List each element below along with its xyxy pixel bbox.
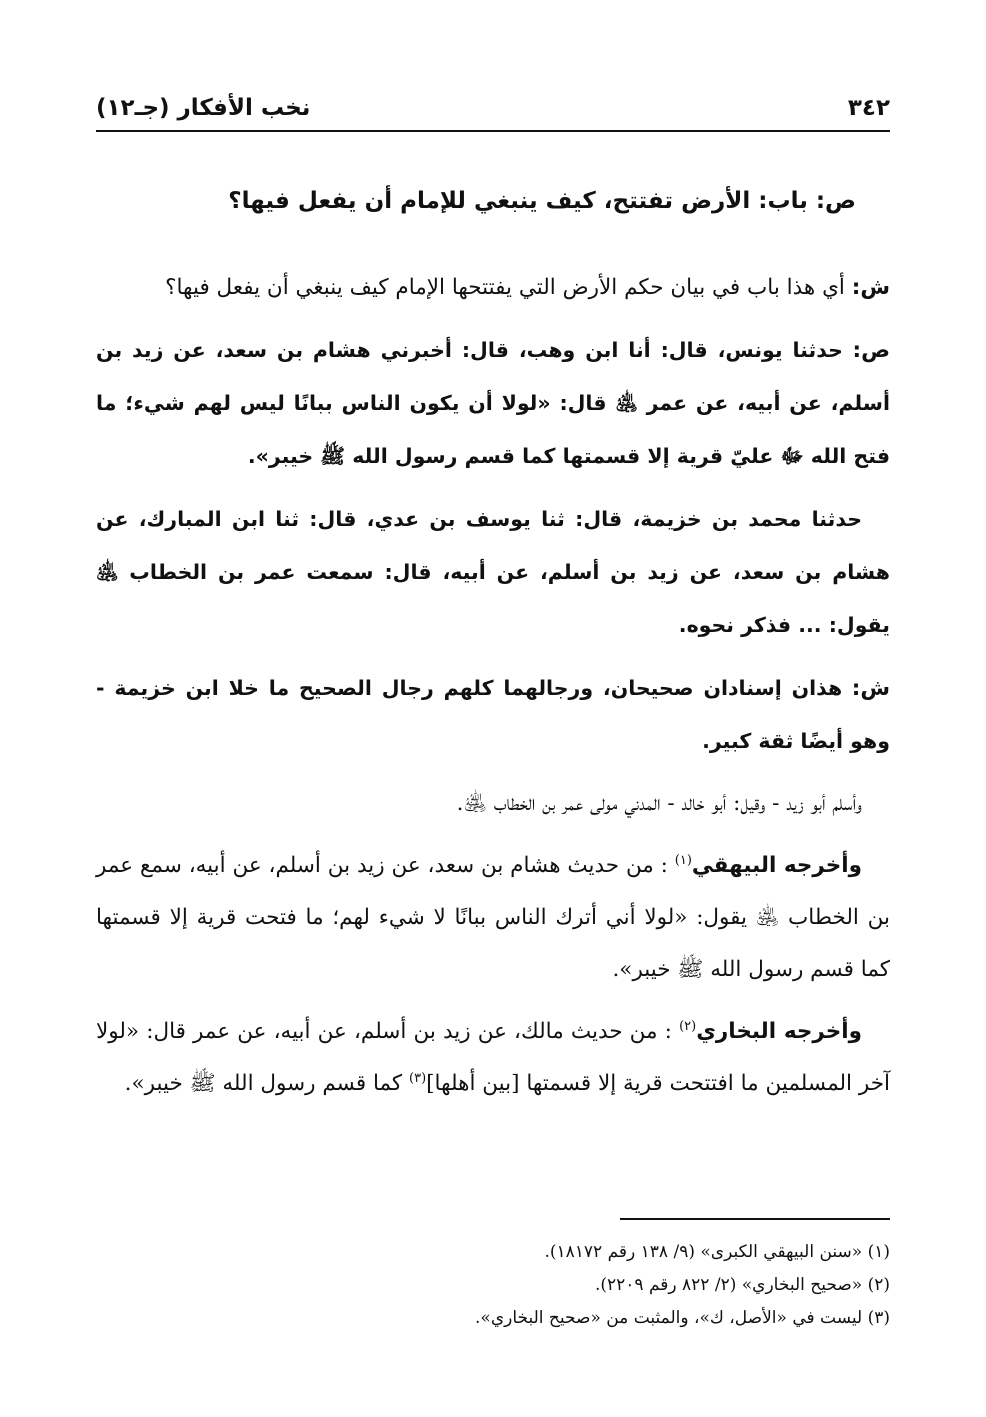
paragraph-explanation-2 bbox=[96, 662, 890, 768]
paragraph-text: كما قسم رسول الله ﷺ خيبر». bbox=[124, 1071, 409, 1096]
paragraph-text: حدثنا يونس، قال: أنا ابن وهب، قال: أخبرني هشام بن سعد، عن زيد بن أسلم، عن أبيه، عن عمر ﵁ قال: «لولا أن يكون الناس ببانًا ليس لهم شيء؛ ما فتح الله ﷻ عليّ قرية إلا قسمتها كما قسم رسول الله ﷺ خيبر». bbox=[96, 338, 890, 468]
footnote-ref-3[interactable]: (٣) bbox=[409, 1070, 427, 1086]
paragraph-text: حدثنا محمد بن خزيمة، قال: ثنا يوسف بن عدي، قال: ثنا ابن المبارك، عن هشام بن سعد، عن زيد بن أسلم، عن أبيه، قال: سمعت عمر بن الخطاب ﵁ يقول: ... فذكر نحوه. bbox=[96, 507, 890, 637]
paragraph-text: وأسلم أبو زيد - وقيل: أبو خالد - المدني مولى عمر بن الخطاب ﵁. bbox=[456, 791, 862, 816]
paragraph-text-hadith-1 bbox=[96, 324, 890, 483]
paragraph-text: : من حديث مالك، عن زيد بن أسلم، عن أبيه، عن عمر قال: «لولا آخر المسلمين ما افتتحت قرية إلا قسمتها [بين أهلها] bbox=[96, 1019, 890, 1096]
paragraph-label: ص: bbox=[852, 338, 890, 363]
footnote-divider bbox=[620, 1218, 890, 1220]
footnote-3: (٣) ليست في «الأصل، ك»، والمثبت من «صحيح البخاري». bbox=[475, 1308, 890, 1328]
source-name: وأخرجه البيهقي bbox=[691, 853, 862, 878]
paragraph-text: : من حديث هشام بن سعد، عن زيد بن أسلم، عن أبيه، سمع عمر بن الخطاب ﵁ يقول: «لولا أني أترك الناس ببانًا لا شيء لهم؛ ما فتحت قرية إلا قسمتها كما قسم رسول الله ﷺ خيبر». bbox=[96, 853, 890, 982]
paragraph-text: أي هذا باب في بيان حكم الأرض التي يفتتحها الإمام كيف ينبغي أن يفعل فيها؟ bbox=[165, 275, 845, 300]
page-header bbox=[96, 88, 890, 128]
paragraph-text: هذان إسنادان صحيحان، ورجالهما كلهم رجال الصحيح ما خلا ابن خزيمة - وهو أيضًا ثقة كبير. bbox=[96, 676, 890, 753]
paragraph-explanation-1 bbox=[96, 262, 890, 314]
paragraph-chain-2 bbox=[96, 493, 890, 652]
footnote-2: (٢) «صحيح البخاري» (٢/ ٨٢٢ رقم ٢٢٠٩). bbox=[594, 1275, 890, 1295]
source-name: وأخرجه البخاري bbox=[696, 1019, 862, 1044]
book-title: نخب الأفكار (جـ١٢) bbox=[96, 95, 311, 121]
paragraph-label: ش: bbox=[851, 676, 890, 701]
footnote-1: (١) «سنن البيهقي الكبرى» (٩/ ١٣٨ رقم ١٨١٧٢). bbox=[544, 1242, 890, 1262]
footnotes bbox=[96, 1236, 890, 1335]
chapter-heading: ص: باب: الأرض تفتتح، كيف ينبغي للإمام أن يفعل فيها؟ bbox=[228, 188, 856, 214]
footnote-ref-2[interactable]: (٢) bbox=[679, 1018, 697, 1034]
paragraph-bayhaqi bbox=[96, 840, 890, 996]
paragraph-bukhari bbox=[96, 1006, 890, 1110]
body-text bbox=[96, 262, 890, 1120]
footnote-ref-1[interactable]: (١) bbox=[674, 852, 692, 868]
paragraph-narrator-note bbox=[96, 778, 890, 830]
header-divider bbox=[96, 130, 890, 132]
paragraph-label: ش: bbox=[851, 275, 890, 300]
page-number: ٣٤٢ bbox=[847, 95, 890, 121]
